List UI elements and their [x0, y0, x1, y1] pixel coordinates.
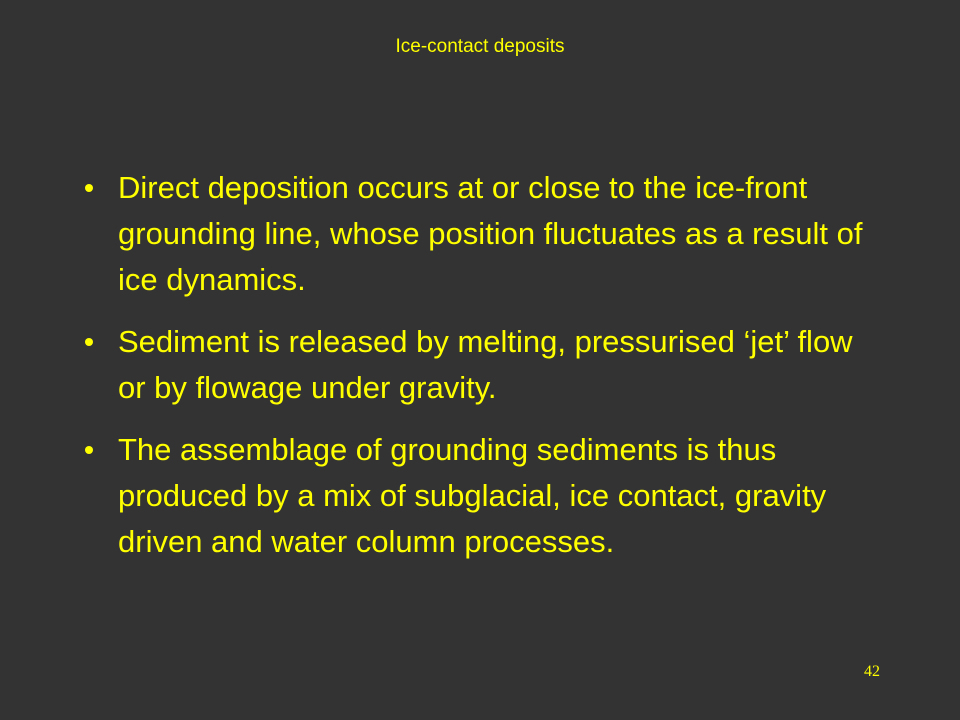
- bullet-item: [82, 319, 882, 411]
- bullet-text: Direct deposition occurs at or close to the ice-front grounding line, whose position fluctuates as a result of ice dynamics.: [118, 170, 863, 297]
- bullet-dot-icon: [85, 338, 93, 346]
- bullet-list: [82, 165, 882, 581]
- slide-title: Ice-contact deposits: [395, 36, 565, 57]
- page-number: 42: [864, 663, 880, 680]
- bullet-item: [82, 427, 882, 565]
- bullet-dot-icon: [85, 184, 93, 192]
- bullet-text: Sediment is released by melting, pressurised ‘jet’ flow or by flowage under gravity.: [118, 324, 853, 405]
- bullet-text: The assemblage of grounding sediments is thus produced by a mix of subglacial, ice contact, gravity driven and water column processes.: [118, 432, 827, 559]
- bullet-dot-icon: [85, 446, 93, 454]
- bullet-item: [82, 165, 882, 303]
